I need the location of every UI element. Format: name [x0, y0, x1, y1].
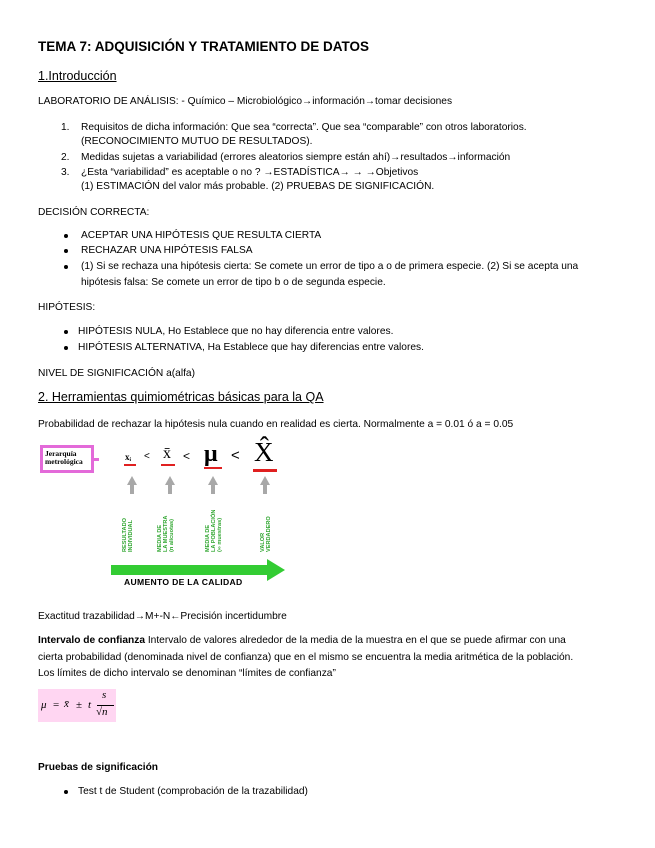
symbol-xbar: x̄	[163, 445, 171, 462]
label-valor-verdadero: VALOR VERDADERO	[260, 516, 272, 552]
list-item-text: Requisitos de dicha información: Que sea “correcta”. Que sea “comparable” con otros laboratorios.	[81, 122, 527, 133]
list-item-text: (1) ESTIMACIÓN del valor más probable. (2) PRUEBAS DE SIGNIFICACIÓN.	[81, 181, 435, 192]
symbol-xhat: X̂	[254, 437, 274, 467]
bullet-icon	[64, 790, 68, 794]
bullet-icon	[64, 249, 68, 253]
label-resultado-individual: RESULTADO INDIVIDUAL	[122, 518, 134, 552]
list-item-text: ACEPTAR UNA HIPÓTESIS QUE RESULTA CIERTA	[81, 230, 322, 241]
list-number: 1.	[61, 122, 70, 133]
intervalo-definition: Intervalo de valores alrededor de la media de la muestra en el que se puede afirmar con una	[145, 635, 566, 646]
symbol-xi: xᵢ	[125, 452, 132, 462]
bullet-icon	[64, 330, 68, 334]
list-item-text: ¿Esta “variabilidad” es aceptable o no ? →ESTADÍSTICA→ → →Objetivos	[81, 167, 419, 178]
list-item-text: Test t de Student (comprobación de la trazabilidad)	[78, 786, 308, 797]
formula-s: s	[102, 689, 107, 701]
list-item-text: Medidas sujetas a variabilidad (errores aleatorios siempre están ahí)→resultados→información	[81, 152, 511, 163]
decision-heading: DECISIÓN CORRECTA:	[38, 207, 150, 218]
less-than-symbol: <	[231, 447, 240, 464]
page-title: TEMA 7: ADQUISICIÓN Y TRATAMIENTO DE DATOS	[38, 39, 370, 54]
confidence-formula	[38, 689, 116, 722]
formula-xbar: x̄	[64, 698, 69, 710]
up-arrow-icon	[260, 476, 270, 494]
list-item-text: RECHAZAR UNA HIPÓTESIS FALSA	[81, 245, 253, 256]
less-than-symbol: <	[183, 449, 191, 463]
list-number: 3.	[61, 167, 70, 178]
list-number: 2.	[61, 152, 70, 163]
jerarquia-label: metrológica	[45, 457, 83, 466]
probability-line: Probabilidad de rechazar la hipótesis nula cuando en realidad es cierta. Normalmente a = 0.01 ó a = 0.05	[38, 419, 514, 430]
quality-arrow-head-icon	[267, 559, 285, 581]
up-arrow-icon	[127, 476, 137, 494]
up-arrow-icon	[165, 476, 175, 494]
less-than-symbol: <	[144, 451, 150, 462]
pruebas-heading: Pruebas de significación	[38, 762, 159, 773]
bullet-icon	[64, 234, 68, 238]
bullet-icon	[64, 346, 68, 350]
nivel-significacion: NIVEL DE SIGNIFICACIÓN a(alfa)	[38, 368, 195, 379]
exactitud-line: Exactitud trazabilidad→M+-N←Precisión incertidumbre	[38, 611, 287, 622]
intervalo-line	[38, 634, 566, 647]
quality-arrow-shaft	[111, 565, 269, 575]
list-item-text: (RECONOCIMIENTO MUTUO DE RESULTADOS).	[81, 136, 313, 147]
list-item-text: HIPÓTESIS NULA, Ho Establece que no hay diferencia entre valores.	[78, 326, 394, 337]
up-arrows	[38, 440, 288, 510]
formula-t: t	[88, 699, 92, 711]
section-heading-herramientas: 2. Herramientas quimiométricas básicas para la QA	[38, 390, 324, 404]
hierarchy-figure	[38, 437, 288, 590]
up-arrow-icon	[208, 476, 218, 494]
jerarquia-label: Jerarquía	[45, 449, 77, 458]
list-item-text: hipótesis falsa: Se comete un error de tipo b o de segunda especie.	[81, 277, 386, 288]
intervalo-line: Los límites de dicho intervalo se denominan “límites de confianza”	[38, 668, 336, 679]
section-heading-intro: 1.Introducción	[38, 69, 117, 83]
formula-eq: =	[53, 699, 60, 711]
label-media-muestra: MEDIA DE LA MUESTRA (n alícuotas)	[157, 515, 175, 552]
hipotesis-heading: HIPÓTESIS:	[38, 302, 96, 313]
formula-sqrt-n: √n	[96, 706, 108, 718]
bullet-icon	[64, 265, 68, 269]
lab-line: LABORATORIO DE ANÁLISIS: - Químico – Microbiológico→información→tomar decisiones	[38, 96, 453, 107]
list-item-text: HIPÓTESIS ALTERNATIVA, Ha Establece que hay diferencias entre valores.	[78, 342, 424, 353]
label-media-poblacion: MEDIA DE LA POBLACIÓN (∞ muestras)	[205, 509, 223, 552]
quality-label: AUMENTO DE LA CALIDAD	[124, 577, 243, 587]
intervalo-term: Intervalo de confianza	[38, 635, 145, 646]
symbol-mu: μ	[204, 441, 218, 467]
intervalo-line: cierta probabilidad (denominada nivel de confianza) que en el mismo se encuentra la media aritmética de la población.	[38, 652, 574, 663]
list-item-text: (1) Si se rechaza una hipótesis cierta: Se comete un error de tipo a o de primera especie. (2) Si se acepta una	[81, 261, 579, 272]
formula-mu: μ	[41, 699, 47, 711]
formula-pm: ±	[76, 699, 83, 711]
